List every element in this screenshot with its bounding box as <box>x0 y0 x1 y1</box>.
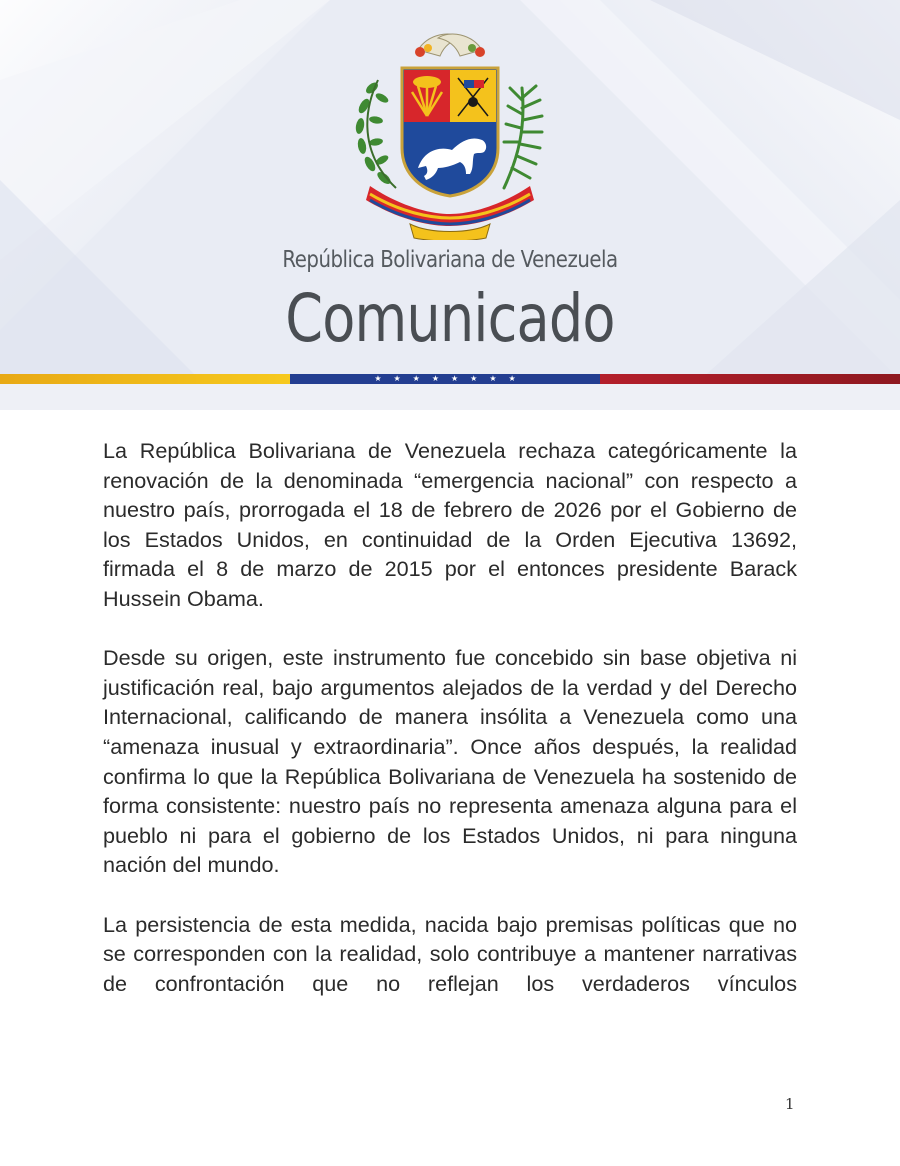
star-icon: ★ <box>451 374 459 383</box>
star-icon: ★ <box>374 374 382 383</box>
flag-stripe-blue <box>290 374 600 384</box>
paragraph-1: La República Bolivariana de Venezuela rechaza categóricamente la renovación de la denominada “emergencia nacional” con respecto a nuestro país, prorrogada el 18 de febrero de 2026 por el Gobierno de los Estados Unidos, en continuidad de la Orden Ejecutiva 13692, firmada el 8 de marzo de 2015 por el entonces presidente Barack Hussein Obama. <box>103 438 797 611</box>
document-title: Comunicado <box>285 280 615 357</box>
star-icon: ★ <box>489 374 497 383</box>
communique-body <box>103 436 797 1028</box>
star-icon: ★ <box>431 374 439 383</box>
flag-stripe-yellow <box>0 374 290 384</box>
stars-row <box>374 375 515 383</box>
paragraph-2: Desde su origen, este instrumento fue concebido sin base objetiva ni justificación real, bajo argumentos alejados de la verdad y del Derecho Internacional, calificando de manera insólita a Venezuela como una “amenaza inusual y extraordinaria”. Once años después, la realidad confirma lo que la República Bolivariana de Venezuela ha sostenido de forma consistente: nuestro país no representa amenaza alguna para el pueblo ni para el gobierno de los Estados Unidos, ni para ninguna nación del mundo. <box>103 645 797 878</box>
paragraph-3: La persistencia de esta medida, nacida bajo premisas políticas que no se corresponden con la realidad, solo contribuye a mantener narrativas de confrontación que no reflejan los verdaderos vínculos <box>103 911 797 996</box>
document-header <box>0 0 900 410</box>
coat-of-arms-emblem <box>340 28 560 240</box>
page-number: 1 <box>785 1095 795 1113</box>
star-icon: ★ <box>412 374 420 383</box>
star-icon: ★ <box>508 374 516 383</box>
star-icon: ★ <box>470 374 478 383</box>
country-name: República Bolivariana de Venezuela <box>282 247 618 273</box>
flag-stripe-red <box>600 374 900 384</box>
star-icon: ★ <box>393 374 401 383</box>
flag-stripe <box>0 374 900 384</box>
